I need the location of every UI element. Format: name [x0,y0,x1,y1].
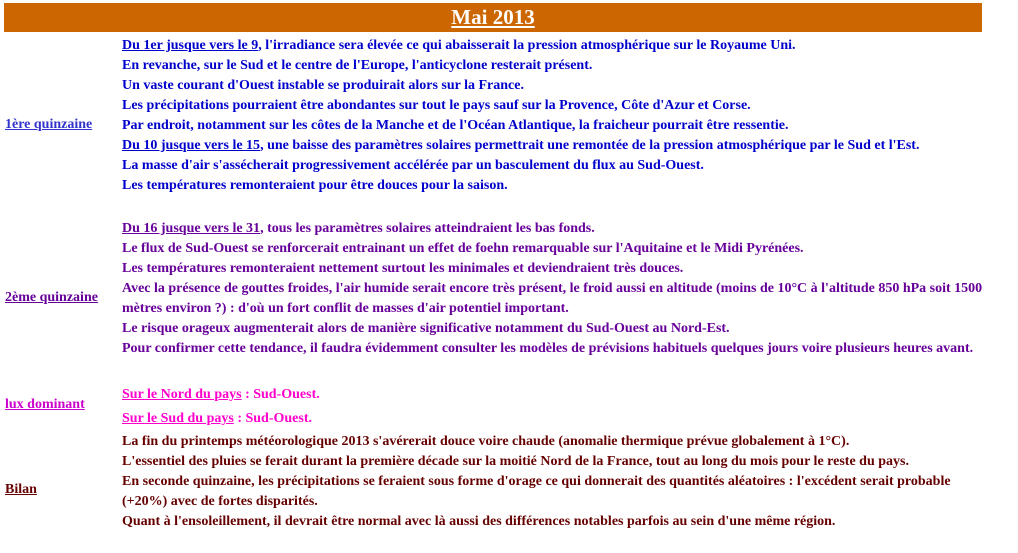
date-range-link: Du 16 jusque vers le 31 [122,221,261,236]
line: En revanche, sur le Sud et le centre de l'Europe, l'anticyclone resterait présent. [122,58,593,73]
line: En seconde quinzaine, les précipitations se feraient sous forme d'orage ce qui donnerait des quantités aléatoires : l'excédent serait probable (+20%) avec de fortes disparités. [122,474,951,509]
line: La fin du printemps météorologique 2013 s'avérerait douce voire chaude (anomalie thermique prévue globalement à 1°C). [122,434,850,449]
line: Le risque orageux augmenterait alors de manière significative notamment du Sud-Ouest au Nord-Est. [122,321,730,336]
label-q1[interactable]: 1ère quinzaine [5,117,93,132]
region-link: Sur le Sud du pays [122,411,234,426]
line: Les températures remonteraient pour être douces pour la saison. [122,178,508,193]
label-bilan[interactable]: Bilan [5,482,37,497]
line: Sur le Nord du pays : Sud-Ouest. [122,387,320,402]
section-bilan [4,432,982,552]
content-q2 [122,219,984,359]
line: Les températures remonteraient nettement surtout les minimales et deviendraient très douces. [122,261,684,276]
content-bilan [122,432,984,532]
line: Par endroit, notamment sur les côtes de la Manche et de l'Océan Atlantique, la fraicheur pourrait être ressentie. [122,118,789,133]
line: Quant à l'ensoleillement, il devrait être normal avec là aussi des différences notables parfois au sein d'une même région. [122,514,836,529]
line: L'essentiel des pluies se ferait durant la première décade sur la moitié Nord de la France, tout au long du mois pour le reste du pays. [122,454,909,469]
line: Avec la présence de gouttes froides, l'air humide serait encore très présent, le froid aussi en altitude (moins de 10°C à l'altitude 850 hPa soit 1500 mètres environ ?) : d'où un fort conflit de masses d'air potentiel important. [122,281,983,316]
region-link: Sur le Nord du pays [122,387,242,402]
line: Pour confirmer cette tendance, il faudra évidemment consulter les modèles de prévisions habituels quelques jours voire plusieurs heures avant. [122,341,974,356]
line: Le flux de Sud-Ouest se renforcerait entrainant un effet de foehn remarquable sur l'Aquitaine et le Midi Pyrénées. [122,241,804,256]
line: La masse d'air s'assécherait progressivement accélérée par un basculement du flux au Sud-Ouest. [122,158,704,173]
line: Du 16 jusque vers le 31, tous les paramètres solaires atteindraient les bas fonds. [122,221,595,236]
line: Du 10 jusque vers le 15, une baisse des paramètres solaires permettrait une remontée de la pression atmosphérique par le Sud et l'Est. [122,138,920,153]
line: Un vaste courant d'Ouest instable se produirait alors sur la France. [122,78,524,93]
section-flux [4,383,982,429]
label-flux[interactable]: lux dominant [5,397,85,412]
label-q2[interactable]: 2ème quinzaine [5,290,98,305]
line: Sur le Sud du pays : Sud-Ouest. [122,411,312,426]
section-q1 [4,36,982,214]
page-title: Mai 2013 [451,5,535,29]
line: Du 1er jusque vers le 9, l'irradiance sera élevée ce qui abaisserait la pression atmosphérique sur le Royaume Uni. [122,38,796,53]
month-header [4,3,982,32]
line: Les précipitations pourraient être abondantes sur tout le pays sauf sur la Provence, Côte d'Azur et Corse. [122,98,751,113]
date-range-link: Du 1er jusque vers le 9 [122,38,259,53]
content-q1 [122,36,984,196]
section-q2 [4,219,982,379]
date-range-link: Du 10 jusque vers le 15 [122,138,261,153]
content-flux [122,383,984,431]
